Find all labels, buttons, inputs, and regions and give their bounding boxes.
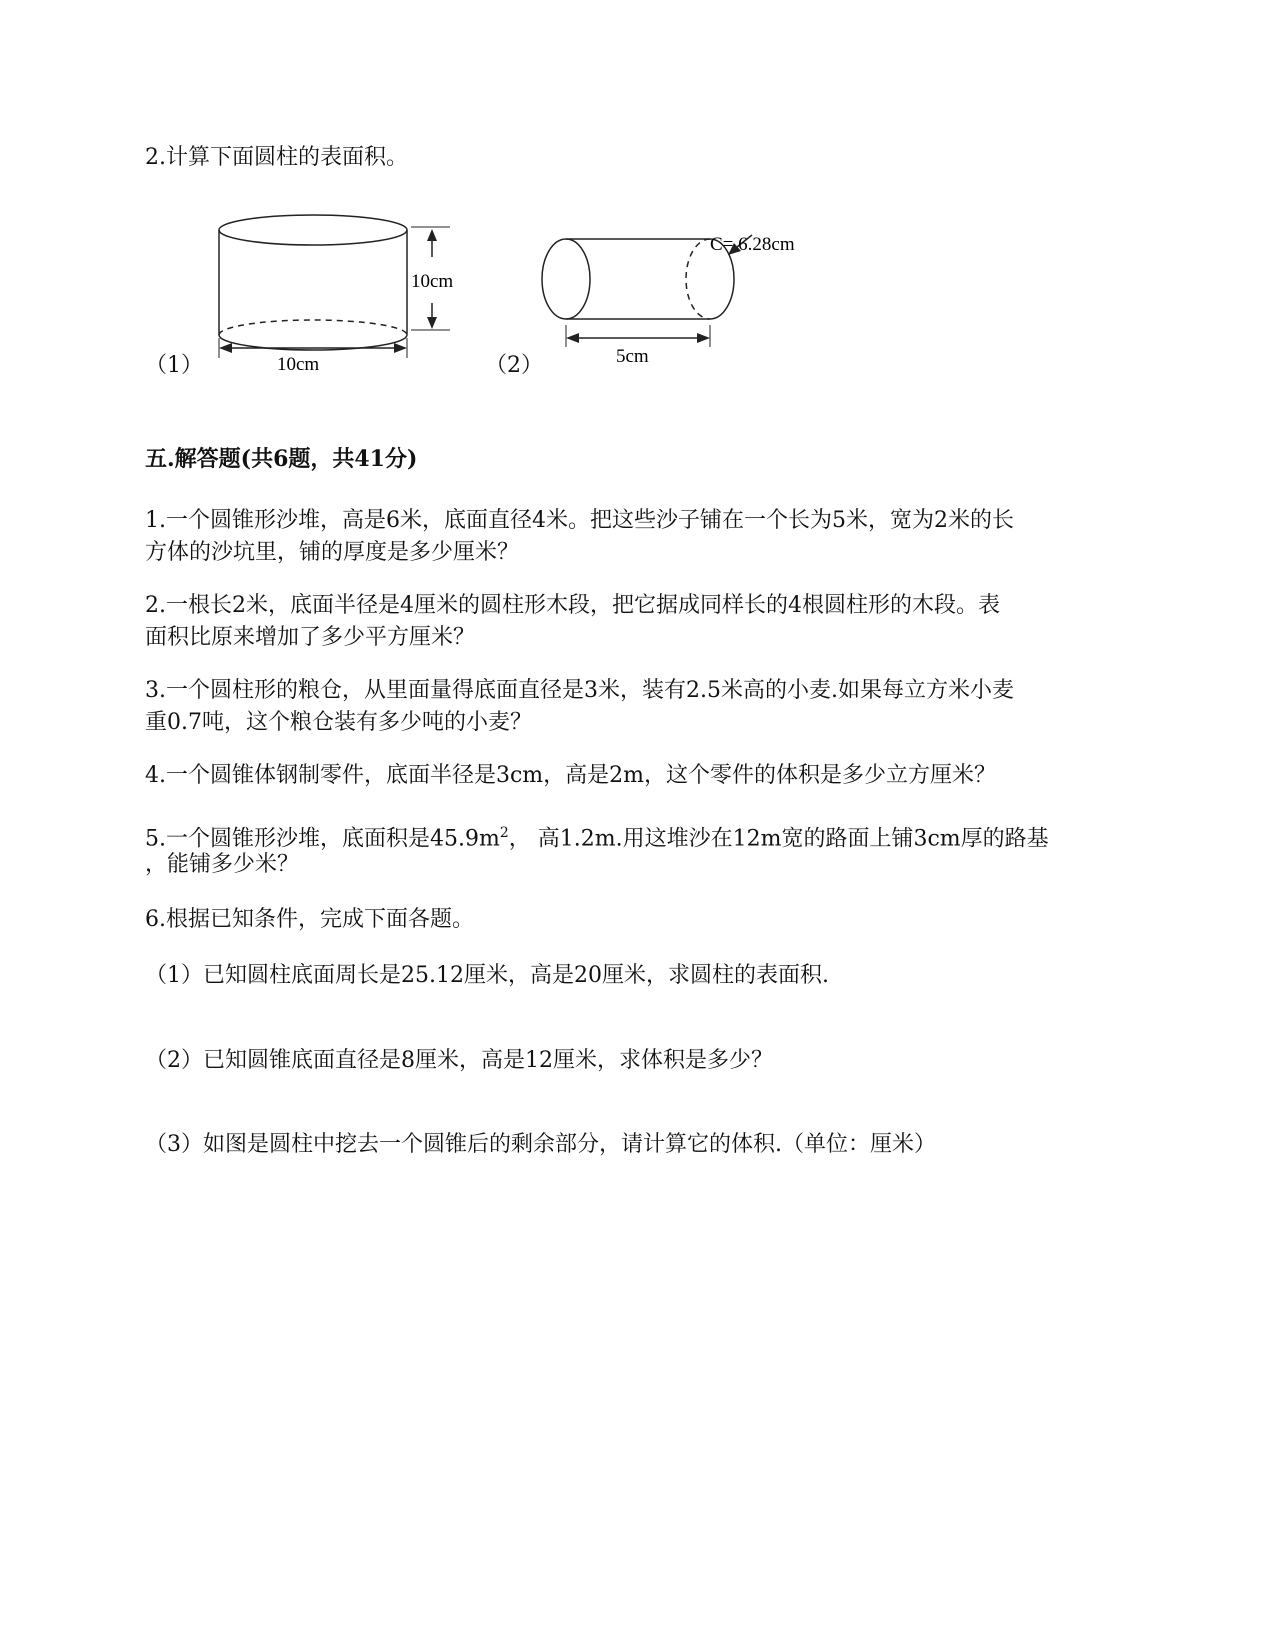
diameter-dim-label: 10cm	[277, 354, 320, 375]
question-3-line-2: 重0.7吨，这个粮仓装有多少吨的小麦？	[145, 710, 532, 735]
question-1-line-2: 方体的沙坑里，铺的厚度是多少厘米？	[145, 540, 520, 565]
question-5-part-1: 5.一个圆锥形沙堆，底面积是45.9m	[145, 826, 500, 852]
question-1-line-1: 1.一个圆锥形沙堆，高是6米，底面直径4米。把这些沙子铺在一个长为5米，宽为2米的长	[145, 508, 1014, 533]
question-2-line-2: 面积比原来增加了多少平方厘米？	[145, 625, 476, 650]
question-6-sub-1: （1）已知圆柱底面周长是25.12厘米，高是20厘米，求圆柱的表面积.	[145, 963, 829, 988]
question-6-sub-2: （2）已知圆锥底面直径是8厘米，高是12厘米，求体积是多少？	[145, 1048, 773, 1073]
cylinder-figure-1	[205, 205, 480, 380]
circumference-label: C= 6.28cm	[710, 234, 795, 255]
superscript-2: 2	[499, 825, 509, 841]
question-5-line-2: ，能铺多少米？	[145, 852, 300, 877]
figure-1-label: （1）	[145, 353, 203, 378]
question-5-part-2: ， 高1.2m.用这堆沙在12m宽的路面上铺3cm厚的路基	[508, 826, 1049, 852]
height-dim-label: 10cm	[411, 271, 454, 292]
question-3-line-1: 3.一个圆柱形的粮仓，从里面量得底面直径是3米，装有2.5米高的小麦.如果每立方米小麦	[145, 678, 1014, 703]
figure-2-label: （2）	[485, 353, 543, 378]
section-heading: 五.解答题(共6题，共41分)	[145, 446, 418, 472]
question-2-line-1: 2.一根长2米，底面半径是4厘米的圆柱形木段，把它据成同样长的4根圆柱形的木段。表	[145, 593, 1000, 618]
question-6-title: 6.根据已知条件，完成下面各题。	[145, 907, 474, 932]
question-title: 2.计算下面圆柱的表面积。	[145, 145, 408, 170]
question-6-sub-3: （3）如图是圆柱中挖去一个圆锥后的剩余部分，请计算它的体积.（单位：厘米）	[145, 1132, 936, 1157]
length-dim-label: 5cm	[616, 346, 649, 367]
cylinder-figure-2	[530, 225, 820, 375]
question-4: 4.一个圆锥体钢制零件，底面半径是3cm，高是2m，这个零件的体积是多少立方厘米？	[145, 763, 997, 788]
